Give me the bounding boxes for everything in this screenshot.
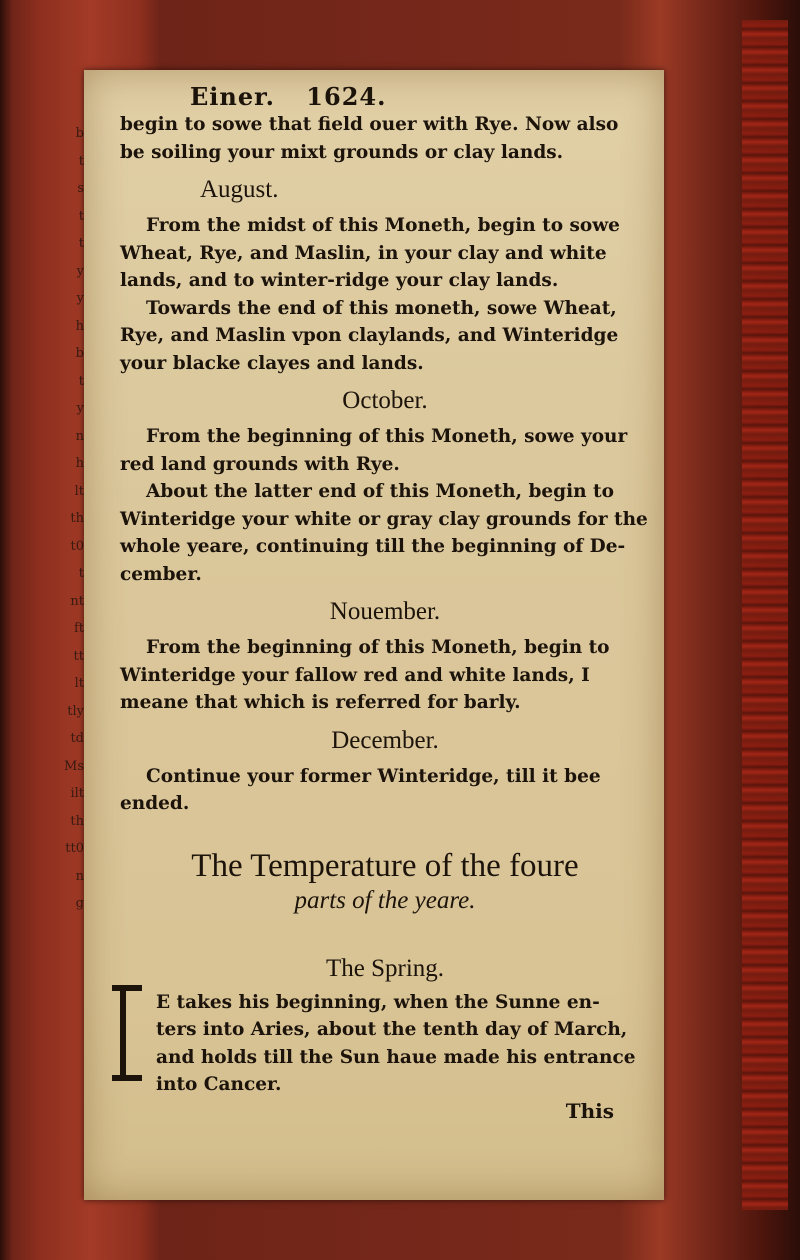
text-line: From the beginning of this Moneth, sowe your [146, 426, 628, 447]
text-line: begin to sowe that field ouer with Rye. Now also [120, 114, 619, 135]
text-line: whole yeare, continuing till the beginning of De- [120, 536, 626, 557]
text-line: From the midst of this Moneth, begin to sowe [146, 215, 620, 236]
bleed-fragment: g [75, 896, 84, 911]
header-left: Einer. [190, 82, 275, 111]
bleed-fragment: t [78, 208, 84, 224]
bleed-fragment: lt [74, 676, 84, 691]
month-heading-august: August. [200, 176, 279, 203]
catchword: This [565, 1098, 614, 1123]
bleed-fragment: b [75, 346, 84, 361]
text-line: Wheat, Rye, and Maslin, in your clay and white [120, 242, 607, 264]
text-line: lands, and to winter-ridge your clay lands. [120, 270, 559, 291]
text-line: About the latter end of this Moneth, begin to [146, 481, 614, 502]
section-subtitle: parts of the yeare. [294, 886, 476, 914]
text-line: From the beginning of this Moneth, begin to [146, 637, 610, 658]
text-line: Towards the end of this moneth, sowe Wheat, [146, 297, 617, 319]
bleed-fragment: t [78, 153, 84, 169]
text-line: and holds till the Sun haue made his entrance [156, 1046, 636, 1068]
bleed-fragment: ilt [70, 786, 84, 801]
book-page [84, 70, 664, 1200]
bleed-fragment: n [75, 428, 84, 444]
bleed-fragment: s [77, 181, 84, 196]
bleed-fragment: h [75, 318, 84, 334]
text-line: meane that which is referred for barly. [120, 692, 521, 713]
text-line: cember. [120, 563, 202, 585]
text-line: Rye, and Maslin vpon claylands, and Winteridge [120, 325, 619, 346]
bleed-fragment: ft [73, 621, 84, 636]
bleed-fragment: t [78, 566, 84, 581]
page-content [120, 82, 650, 1123]
text-line: into Cancer. [156, 1074, 282, 1095]
bleed-fragment: t0 [70, 538, 84, 554]
month-heading-november: Nouember. [329, 598, 441, 625]
text-line: red land grounds with Rye. [120, 453, 400, 475]
bleed-fragment: t [78, 373, 84, 389]
bleed-fragment: nt [70, 593, 84, 609]
bleed-fragment: lt [74, 483, 84, 499]
text-line: be soiling your mixt grounds or clay lands. [120, 141, 564, 163]
text-line: ended. [120, 793, 190, 814]
bleed-fragment: y [76, 263, 84, 279]
bleed-fragment: y [76, 401, 84, 416]
bleed-fragment: Ms [64, 758, 84, 774]
month-heading-october: October. [342, 387, 428, 414]
text-line: Winteridge your white or gray clay grounds for the [120, 508, 648, 530]
month-heading-december: December. [331, 726, 439, 754]
running-header [190, 82, 650, 111]
text-line: Winteridge your fallow red and white lands, I [120, 664, 590, 686]
facing-page-bleed [60, 120, 84, 940]
text-line: E takes his beginning, when the Sunne en- [156, 991, 600, 1013]
bleed-fragment: h [75, 456, 84, 471]
bleed-fragment: y [76, 291, 84, 306]
text-line: ters into Aries, about the tenth day of March, [156, 1019, 628, 1040]
spring-paragraph [120, 989, 650, 1099]
bleed-fragment: t [78, 236, 84, 251]
text-line: your blacke clayes and lands. [120, 352, 424, 374]
bleed-fragment: b [75, 126, 84, 141]
text-line: Continue your former Winteridge, till it bee [146, 765, 601, 787]
section-title: The Temperature of the foure [191, 847, 579, 884]
bleed-fragment: th [70, 813, 84, 829]
bleed-fragment: td [70, 731, 84, 746]
spring-text [156, 989, 650, 1099]
header-year: 1624. [306, 82, 387, 111]
dropcap-ornament [120, 985, 180, 1081]
bleed-fragment: tt0 [65, 841, 84, 856]
spring-heading: The Spring. [325, 954, 445, 982]
bleed-fragment: n [75, 868, 84, 884]
bleed-fragment: th [70, 511, 84, 526]
bleed-fragment: tt [73, 648, 84, 664]
bleed-fragment: tly [67, 703, 84, 719]
book-spine-edge [742, 20, 788, 1210]
